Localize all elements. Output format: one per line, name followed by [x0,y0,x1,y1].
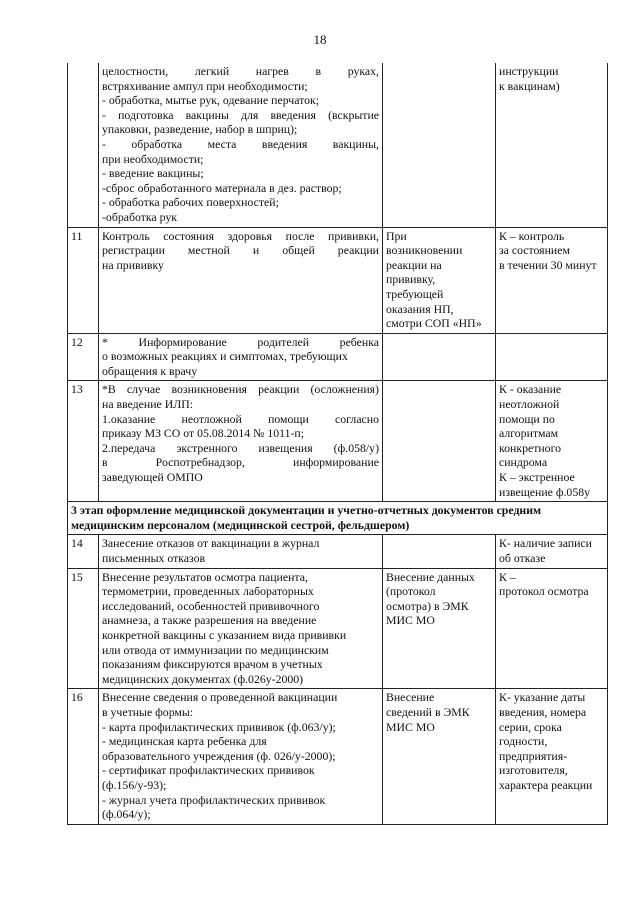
note-cell-line: (протокол [386,584,436,599]
action-cell-line: письменных отказов [102,551,206,565]
note-cell [383,333,496,381]
action-cell-line: медицинских документах (ф.026у-2000) [102,671,304,686]
action-cell [99,689,383,824]
control-cell-line: предприятия- [499,748,568,763]
action-cell [99,63,383,227]
control-cell [496,535,608,568]
control-cell [496,568,608,689]
control-cell [496,689,608,824]
action-cell-line: * Информирование родителей ребенка [102,334,379,349]
action-cell-line: - медицинская карта ребенка для [102,734,267,749]
action-cell-line: - введение вакцины; [102,166,204,181]
action-cell [99,227,383,333]
page-number: 18 [313,32,327,47]
row-number: 14 [68,535,99,568]
action-cell-line: *В случае возникновения реакции (осложнения) [102,382,379,397]
table-row [68,535,608,568]
action-cell-line: о возможных реакциях и симптомах, требующих [102,349,348,364]
control-cell-line: за состоянием [499,243,570,258]
action-cell-line: -сброс обработанного материала в дез. раствор; [102,180,342,195]
control-cell-line: алгоритмам [499,426,559,441]
action-cell-line: регистрации местной и общей реакции [102,243,379,258]
action-cell-line: термометрии, проведенных лабораторных [102,584,314,599]
action-cell-line: (ф.156/у-93); [102,777,167,792]
note-cell-line: Внесение данных [386,569,475,584]
control-cell-line: синдрома [499,455,548,470]
table-row [68,63,608,227]
note-cell [383,63,496,227]
action-cell-line: - подготовка вакцины для введения (вскрытие [102,107,379,122]
action-cell-line: обращения к врачу [102,363,198,378]
action-cell [99,568,383,689]
action-cell-line: Контроль состояния здоровья после прививки, [102,228,379,243]
control-cell-line: введения, номера [499,704,587,719]
action-cell-line: на прививку [102,257,164,272]
action-cell-line: целостности, легкий нагрев в руках, [102,64,379,78]
note-cell-line: прививку, [386,272,436,287]
control-cell-line: К- наличие записи [499,536,592,551]
note-cell-line: реакции на [386,257,442,272]
action-cell-line: приказу МЗ СО от 05.08.2014 № 1011-п; [102,426,305,441]
action-cell-line: - журнал учета профилактических прививок [102,792,326,807]
stage-3-title: 3 этап оформление медицинской документации и учетно-отчетных документов средним медицинским персоналом (медицинской сестрой, фельдшером) [68,502,608,535]
table-row [68,333,608,381]
row-number: 11 [68,227,99,333]
control-cell-line: об отказе [499,551,546,565]
control-cell-line: инструкции [499,64,559,78]
stage-header-row [68,502,608,535]
action-cell-line: 2.передача экстренного извещения (ф.058/у) [102,440,379,455]
control-cell-line: характера реакции [499,777,593,792]
control-cell-line: помощи по [499,411,555,426]
note-cell-line: МИС МО [386,719,435,734]
control-cell [496,63,608,227]
note-cell-line: оказания НП, [386,301,454,316]
note-cell-line: сведений в ЭМК [386,704,470,719]
action-cell-line: - обработка, мытье рук, одевание перчаток; [102,93,320,108]
note-cell [383,689,496,824]
row-number: 13 [68,381,99,502]
control-cell [496,381,608,502]
note-cell [383,568,496,689]
action-cell-line: Занесение отказов от вакцинации в журнал [102,536,320,551]
action-cell-line: при необходимости; [102,151,204,166]
action-cell-line: показаниям фиксируются врачом в учетных [102,657,323,672]
action-cell-line: упаковки, разведение, набор в шприц); [102,122,298,137]
control-cell-line: К- указание даты [499,690,586,705]
table-row [68,227,608,333]
note-cell [383,381,496,502]
action-cell [99,333,383,381]
note-cell [383,227,496,333]
action-cell-line: Внесение результатов осмотра пациента, [102,569,308,584]
action-cell-line: Внесение сведения о проведенной вакцинации [102,690,338,705]
action-cell-line: заведующей ОМПО [102,470,203,485]
note-cell-line: смотри СОП «НП» [386,316,482,331]
note-cell-line: Внесение [386,690,435,705]
control-cell-line: К – экстренное [499,470,575,485]
action-cell-line: (ф.064/у); [102,807,151,822]
action-cell-line: в учетные формы: [102,704,194,719]
action-cell-line: - сертификат профилактических прививок [102,763,315,778]
action-cell-line: в Роспотребнадзор, информирование [102,455,379,470]
control-cell-line: годности, [499,734,548,749]
row-number [68,63,99,227]
control-cell-line: к вакцинам) [499,78,560,93]
control-cell-line: протокол осмотра [499,584,589,599]
note-cell-line: возникновении [386,243,463,258]
control-cell [496,333,608,381]
action-cell-line: - обработка рабочих поверхностей; [102,195,279,210]
note-cell-line: МИС МО [386,613,435,628]
control-cell-line: в течении 30 минут [499,257,597,272]
action-cell-line: образовательного учреждения (ф. 026/у-2000); [102,748,336,763]
action-cell-line: 1.оказание неотложной помощи согласно [102,411,379,426]
procedure-table [67,63,608,825]
row-number: 16 [68,689,99,824]
control-cell-line: извещение ф.058у [499,484,591,499]
table-row [68,568,608,689]
row-number: 12 [68,333,99,381]
row-number: 15 [68,568,99,689]
action-cell [99,381,383,502]
action-cell-line: - обработка места введения вакцины, [102,136,379,151]
control-cell-line: неотложной [499,397,560,412]
note-cell-line: осмотра) в ЭМК [386,598,469,613]
control-cell-line: К - оказание [499,382,562,397]
action-cell-line: на введение ИЛП: [102,397,194,412]
action-cell-line: конкретной вакцины с указанием вида прививки [102,627,347,642]
control-cell-line: К – [499,569,516,584]
action-cell-line: - карта профилактических прививок (ф.063/у); [102,719,336,734]
note-cell-line: При [386,228,407,243]
action-cell-line: -обработка рук [102,209,177,224]
control-cell-line: К – контроль [499,228,565,243]
action-cell-line: или отвода от иммунизации по медицинским [102,642,329,657]
control-cell-line: серии, срока [499,719,562,734]
action-cell [99,535,383,568]
table-row [68,689,608,824]
table-row [68,381,608,502]
action-cell-line: анамнеза, а также разрешения на введение [102,613,317,628]
action-cell-line: встряхивание ампул при необходимости; [102,78,308,93]
control-cell-line: изготовителя, [499,763,568,778]
note-cell-line: требующей [386,286,444,301]
control-cell-line: конкретного [499,440,562,455]
note-cell [383,535,496,568]
action-cell-line: исследований, особенностей прививочного [102,598,320,613]
control-cell [496,227,608,333]
